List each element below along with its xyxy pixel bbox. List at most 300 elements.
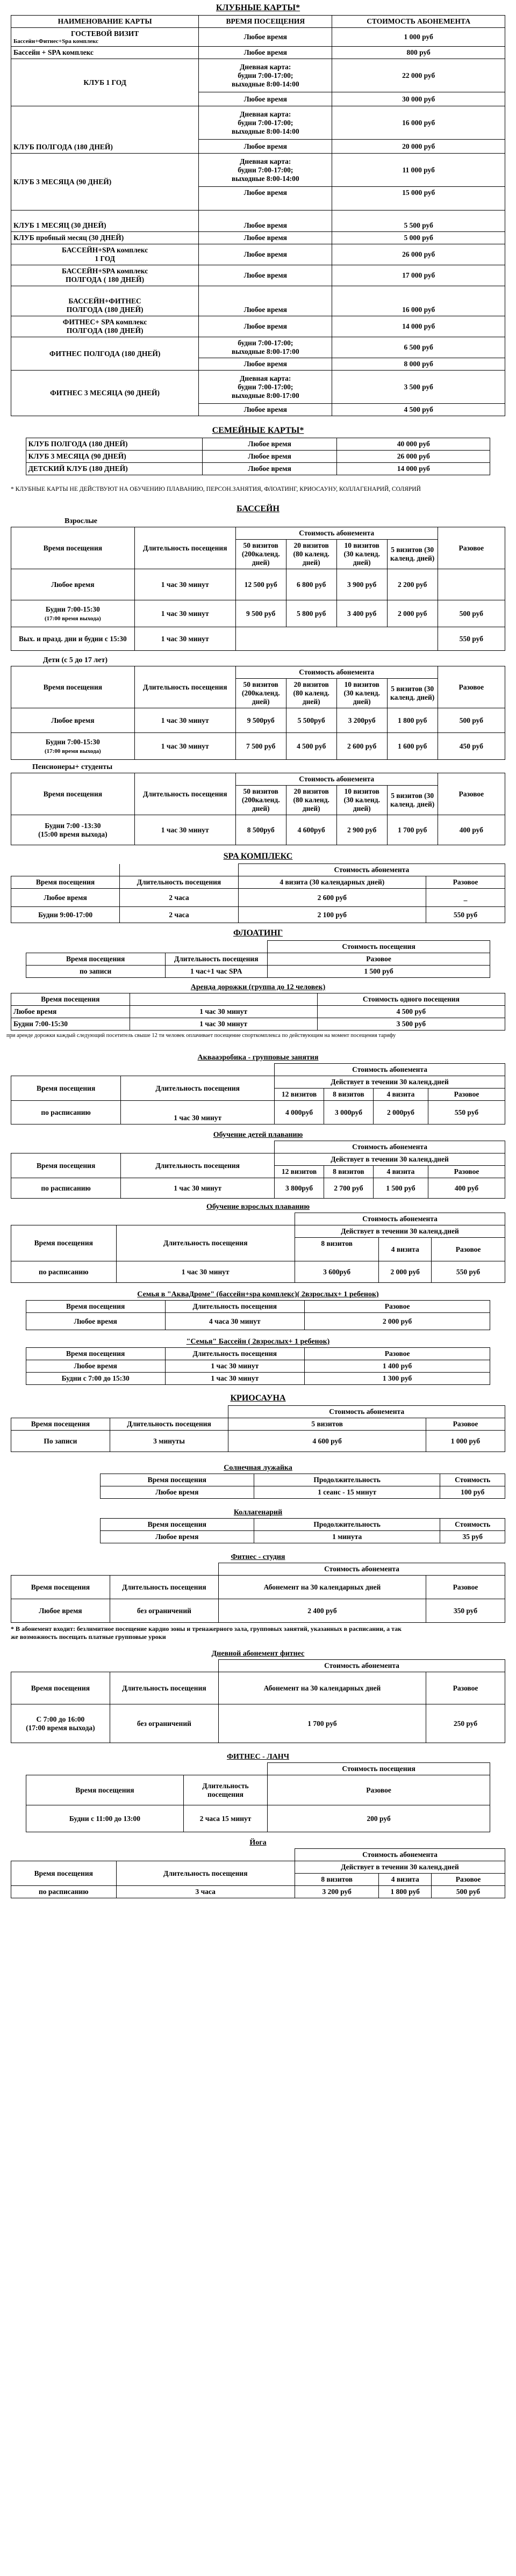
price: 22 000 руб xyxy=(332,59,505,92)
table-header-row xyxy=(26,1301,490,1313)
card-name xyxy=(11,286,199,316)
kids-swim-title: Обучение детей плаванию xyxy=(213,1131,303,1139)
price: 20 000 руб xyxy=(332,140,505,154)
price-20: 5 800 руб xyxy=(286,600,336,627)
cryosauna-title: КРИОСАУНА xyxy=(230,1394,286,1403)
table-header-row xyxy=(11,1418,505,1431)
price-20: 4 600руб xyxy=(286,815,336,845)
price-single: 350 руб xyxy=(426,1599,505,1623)
price: 40 000 руб xyxy=(337,438,490,451)
table-row xyxy=(11,232,505,244)
visit-time: Любое время xyxy=(202,438,337,451)
visit-time: Дневная карта: будни 7:00-17:00; выходные 8:00-17:00 xyxy=(199,371,332,404)
visit-time: Любое время xyxy=(11,1006,130,1018)
header-single: Разовое xyxy=(428,1089,505,1101)
price: 4 500 руб xyxy=(332,404,505,416)
header-5-visits: 5 визитов (30 календ. дней) xyxy=(387,679,438,708)
visit-time xyxy=(11,733,135,760)
duration: 1 час 30 минут xyxy=(130,1018,317,1031)
table-row xyxy=(26,1373,490,1385)
price-single: 1 500 руб xyxy=(267,966,490,978)
visit-time: Любое время xyxy=(11,708,135,733)
visit-time: Любое время xyxy=(199,140,332,154)
header-single: Разовое xyxy=(426,1418,505,1431)
table-header-row xyxy=(11,1225,505,1238)
price: 26 000 руб xyxy=(337,451,490,463)
header-visit-time: Время посещения xyxy=(11,666,135,708)
price-8: 2 700 руб xyxy=(324,1178,374,1199)
price-single: 250 руб xyxy=(426,1704,505,1743)
visit-time: Любое время xyxy=(199,187,332,211)
price-single: 400 руб xyxy=(438,815,505,845)
duration: 1 час 30 минут xyxy=(134,815,235,845)
card-name xyxy=(11,265,199,286)
empty-cell xyxy=(26,941,165,953)
adult-swim-title: Обучение взрослых плаванию xyxy=(206,1203,310,1211)
table-row xyxy=(26,1805,490,1832)
visit-time: Любое время xyxy=(26,1360,165,1373)
table-row xyxy=(11,265,505,286)
card-name xyxy=(11,244,199,265)
table-row xyxy=(11,627,505,651)
header-5-visits: 5 визитов (30 календ. дней) xyxy=(387,540,438,569)
price: 4 500 руб xyxy=(317,1006,505,1018)
visit-time: Любое время xyxy=(199,211,332,232)
spa-table xyxy=(11,863,505,923)
solarium-table xyxy=(100,1474,505,1499)
price-5: 1 700 руб xyxy=(387,815,438,845)
price: 800 руб xyxy=(332,47,505,59)
header-single: Разовое xyxy=(426,1576,505,1599)
price-4: 2 600 руб xyxy=(238,889,426,907)
solarium-title: Солнечная лужайка xyxy=(224,1464,292,1472)
table-row xyxy=(11,815,505,845)
visit-time xyxy=(11,1704,110,1743)
header-subscription-cost: Стоимость абонемента xyxy=(235,527,438,540)
price-single: 1 000 руб xyxy=(426,1431,505,1452)
price-single: 2 000 руб xyxy=(304,1313,490,1330)
price-single: 550 руб xyxy=(426,907,505,923)
empty-cell xyxy=(26,1763,184,1775)
table-row xyxy=(11,1178,505,1199)
table-header-row xyxy=(11,1406,505,1418)
table-header-row xyxy=(11,1563,505,1576)
empty-cell xyxy=(121,1141,275,1153)
family-pool-title: "Семья" Бассейн ( 2взрослых+ 1 ребенок) xyxy=(186,1338,330,1346)
header-visit-time: Время посещения xyxy=(11,1153,121,1178)
header-visit-time: Время посещения xyxy=(11,1076,121,1101)
header-duration: Длительность посещения xyxy=(120,876,239,889)
visit-time-main: Будни 7:00-15:30 xyxy=(45,737,100,746)
visit-time: Любое время xyxy=(199,92,332,106)
card-name-line1: БАССЕЙН+SPA комплекс xyxy=(61,246,148,254)
price-12: 4 000руб xyxy=(275,1101,324,1124)
price-single: 550 руб xyxy=(428,1101,505,1124)
price: 11 000 руб xyxy=(332,154,505,187)
pool-kids-table xyxy=(11,666,505,760)
header-duration: Длительность посещения xyxy=(121,1076,275,1101)
pool-seniors-table xyxy=(11,773,505,845)
table-header-row xyxy=(11,993,505,1006)
duration: 1 час 30 минут xyxy=(134,600,235,627)
empty-cell xyxy=(110,1660,218,1672)
price-10: 3 400 руб xyxy=(336,600,387,627)
visit-time: Любое время xyxy=(199,404,332,416)
table-row xyxy=(11,286,505,316)
empty-cell xyxy=(11,1849,117,1861)
table-row xyxy=(11,569,505,600)
collagenarium-title: Коллагенарий xyxy=(233,1508,283,1516)
empty-cell xyxy=(121,1064,275,1076)
duration: 1 час 30 минут xyxy=(165,1373,304,1385)
table-row xyxy=(11,1704,505,1743)
visit-time-main: Будни 7:00 -13:30 xyxy=(45,821,101,830)
table-row xyxy=(11,47,505,59)
empty-cell xyxy=(184,1763,267,1775)
visit-time xyxy=(11,600,135,627)
price-5: 4 600 руб xyxy=(228,1431,426,1452)
header-visit-time: Время посещения xyxy=(26,1775,184,1805)
price: 6 500 руб xyxy=(332,337,505,358)
fitness-studio-table xyxy=(11,1563,505,1623)
header-12-visits: 12 визитов xyxy=(275,1089,324,1101)
header-validity: Действует в течении 30 календ.дней xyxy=(295,1225,505,1238)
header-8-visits: 8 визитов xyxy=(295,1874,378,1886)
table-header-row xyxy=(11,864,505,876)
lane-rental-note: при аренде дорожки каждый следующий посетитель свыше 12 ти человек оплачивает посещение спорткомплекса по действующим на момент посещения тарифу xyxy=(6,1033,396,1039)
price: 35 руб xyxy=(440,1531,505,1543)
table-header-row xyxy=(100,1474,505,1486)
duration: 2 часа xyxy=(120,889,239,907)
header-visit-time: Время посещения xyxy=(11,1418,110,1431)
price-single: 550 руб xyxy=(438,627,505,651)
header-subscription-cost: Стоимость абонемента xyxy=(228,1406,505,1418)
table-header-row xyxy=(26,953,490,966)
header-validity: Действует в течении 30 календ.дней xyxy=(275,1153,505,1166)
lane-rental-table xyxy=(11,993,505,1031)
table-row xyxy=(11,316,505,337)
header-30-days: Абонемент на 30 календарных дней xyxy=(218,1672,426,1704)
table-row xyxy=(11,708,505,733)
visit-time-sub: (17:00 время выхода) xyxy=(45,615,101,622)
club-cards-title: КЛУБНЫЕ КАРТЫ* xyxy=(216,3,300,12)
empty-cell xyxy=(120,864,239,876)
price-8: 3 000руб xyxy=(324,1101,374,1124)
yoga-title: Йога xyxy=(249,1839,267,1847)
table-row xyxy=(11,1018,505,1031)
table-header-row xyxy=(11,1064,505,1076)
header-single: Разовое xyxy=(428,1166,505,1178)
duration: 1 час 30 минут xyxy=(121,1178,275,1199)
price: 3 500 руб xyxy=(332,371,505,404)
header-10-visits: 10 визитов (30 календ. дней) xyxy=(336,540,387,569)
header-10-visits: 10 визитов (30 календ. дней) xyxy=(336,786,387,815)
duration: 1 час 30 минут xyxy=(134,708,235,733)
table-row xyxy=(26,1360,490,1373)
header-single-visit-cost: Стоимость одного посещения xyxy=(317,993,505,1006)
header-50-visits: 50 визитов (200календ. дней) xyxy=(235,540,286,569)
table-header-row xyxy=(11,16,505,28)
price-10: 3 900 руб xyxy=(336,569,387,600)
price-20: 5 500руб xyxy=(286,708,336,733)
price: 8 000 руб xyxy=(332,358,505,371)
price: 14 000 руб xyxy=(332,316,505,337)
header-8-visits: 8 визитов xyxy=(324,1166,374,1178)
header-single: Разовое xyxy=(432,1874,505,1886)
table-header-row xyxy=(11,1141,505,1153)
header-visit-time: Время посещения xyxy=(100,1519,254,1531)
price-20: 4 500 руб xyxy=(286,733,336,760)
table-header-row xyxy=(26,1348,490,1360)
table-header-row xyxy=(100,1519,505,1531)
price: 30 000 руб xyxy=(332,92,505,106)
card-name-line2: Бассейн+Фитнес+Spa комплекс xyxy=(13,38,98,45)
header-visit-time: Время посещения xyxy=(26,953,165,966)
price: 17 000 руб xyxy=(332,265,505,286)
table-header-row xyxy=(11,876,505,889)
header-50-visits: 50 визитов (200календ. дней) xyxy=(235,786,286,815)
header-single: Разовое xyxy=(438,666,505,708)
header-20-visits: 20 визитов (80 календ. дней) xyxy=(286,679,336,708)
table-row xyxy=(11,907,505,923)
header-visit-time: Время посещения xyxy=(11,527,135,569)
visit-time: Любое время xyxy=(11,569,135,600)
visit-time: Любое время xyxy=(199,47,332,59)
header-8-visits: 8 визитов xyxy=(295,1238,378,1261)
pool-kids-label: Дети (с 5 до 17 лет) xyxy=(43,656,108,664)
header-10-visits: 10 визитов (30 календ. дней) xyxy=(336,679,387,708)
header-duration: Длительность посещения xyxy=(134,527,235,569)
header-visit-cost: Стоимость посещения xyxy=(267,1763,490,1775)
visit-time: Будни 7:00-15:30 xyxy=(11,1018,130,1031)
header-duration: Длительность посещения xyxy=(165,1301,304,1313)
header-4-visits: 4 визита xyxy=(373,1089,428,1101)
aqua-aerobics-title: Аквааэробика - групповые занятия xyxy=(197,1054,319,1062)
empty-cell xyxy=(11,1563,110,1576)
spa-title: SPA КОМПЛЕКС xyxy=(223,852,293,861)
visit-time: Вых. и празд. дни и будни с 15:30 xyxy=(11,627,135,651)
empty-cell xyxy=(110,1563,218,1576)
table-row xyxy=(11,59,505,92)
header-duration: Длительность посещения xyxy=(121,1153,275,1178)
club-cards-table xyxy=(11,15,505,416)
table-row xyxy=(26,451,490,463)
price-5: 2 000 руб xyxy=(387,600,438,627)
header-single: Разовое xyxy=(267,1775,490,1805)
duration: 3 часа xyxy=(116,1886,295,1898)
price-4: 1 500 руб xyxy=(373,1178,428,1199)
header-duration: Длительность посещения xyxy=(165,953,267,966)
card-name: ФИТНЕС ПОЛГОДА (180 ДНЕЙ) xyxy=(11,337,199,371)
price-50: 8 500руб xyxy=(235,815,286,845)
price-single: _ xyxy=(426,889,505,907)
duration: 4 часа 30 минут xyxy=(165,1313,304,1330)
price-single: 200 руб xyxy=(267,1805,490,1832)
table-row xyxy=(11,106,505,140)
table-header-row xyxy=(11,1153,505,1166)
header-duration: Продолжительность xyxy=(254,1519,440,1531)
visit-time: по расписанию xyxy=(11,1886,117,1898)
header-12-visits: 12 визитов xyxy=(275,1166,324,1178)
header-visit-time: Время посещения xyxy=(26,1301,165,1313)
header-subscription-cost: Стоимость абонемента xyxy=(275,1141,505,1153)
header-50-visits: 50 визитов (200календ. дней) xyxy=(235,679,286,708)
card-name: КЛУБ 3 МЕСЯЦА (90 ДНЕЙ) xyxy=(11,154,199,211)
visit-time-sub: (17:00 время выхода) xyxy=(45,748,101,754)
price-single: 1 300 руб xyxy=(304,1373,490,1385)
header-5-visits: 5 визитов (30 календ. дней) xyxy=(387,786,438,815)
table-header-row xyxy=(11,1213,505,1225)
pool-title: БАССЕЙН xyxy=(236,504,280,513)
visit-time: Будни с 11:00 до 13:00 xyxy=(26,1805,184,1832)
card-name-line2: 1 ГОД xyxy=(95,255,115,263)
card-name: КЛУБ 3 МЕСЯЦА (90 ДНЕЙ) xyxy=(26,451,202,463)
price-4: 1 800 руб xyxy=(379,1886,432,1898)
price-single: 550 руб xyxy=(432,1261,505,1283)
header-visit-time: Время посещения xyxy=(11,1576,110,1599)
visit-time: Любое время xyxy=(26,1313,165,1330)
header-card-name: НАИМЕНОВАНИЕ КАРТЫ xyxy=(11,16,199,28)
card-name xyxy=(11,28,199,47)
header-validity: Действует в течении 30 календ.дней xyxy=(295,1861,505,1874)
table-row xyxy=(11,28,505,47)
header-duration: Продолжительность xyxy=(254,1474,440,1486)
table-row xyxy=(100,1531,505,1543)
kids-swim-table xyxy=(11,1141,505,1199)
table-row xyxy=(26,438,490,451)
header-20-visits: 20 визитов (80 календ. дней) xyxy=(286,540,336,569)
table-header-row xyxy=(11,1076,505,1089)
header-subscription-cost: Стоимость абонемента xyxy=(275,1064,505,1076)
card-name-line2: ПОЛГОДА (180 ДНЕЙ) xyxy=(66,306,144,314)
header-duration: Длительность посещения xyxy=(165,1348,304,1360)
visit-time: Любое время xyxy=(199,316,332,337)
table-row xyxy=(100,1486,505,1499)
family-cards-title: СЕМЕЙНЫЕ КАРТЫ* xyxy=(212,426,304,435)
header-8-visits: 8 визитов xyxy=(324,1089,374,1101)
card-name: КЛУБ 1 ГОД xyxy=(11,59,199,106)
price: 16 000 руб xyxy=(332,106,505,140)
table-row xyxy=(11,1886,505,1898)
price-50: 12 500 руб xyxy=(235,569,286,600)
header-single: Разовое xyxy=(304,1348,490,1360)
card-name-line1: БАССЕЙН+SPA комплекс xyxy=(61,267,148,275)
visit-time: Любое время xyxy=(199,358,332,371)
duration: 2 часа xyxy=(120,907,239,923)
duration: 1 час 30 минут xyxy=(116,1261,295,1283)
visit-time: Дневная карта: будни 7:00-17:00; выходные 8:00-14:00 xyxy=(199,106,332,140)
family-pool-table xyxy=(26,1347,491,1385)
header-subscription-cost: Стоимость абонемента xyxy=(218,1563,505,1576)
table-row xyxy=(11,211,505,232)
visit-time: Будни 9:00-17:00 xyxy=(11,907,120,923)
visit-time: Дневная карта: будни 7:00-17:00; выходные 8:00-14:00 xyxy=(199,59,332,92)
fitness-lunch-title: ФИТНЕС - ЛАНЧ xyxy=(227,1753,289,1761)
header-duration: Длительность посещения xyxy=(184,1775,267,1805)
price-single: 500 руб xyxy=(438,600,505,627)
table-row xyxy=(11,244,505,265)
header-visit-time: Время посещения xyxy=(11,1861,117,1886)
price: 3 500 руб xyxy=(317,1018,505,1031)
price: 26 000 руб xyxy=(332,244,505,265)
price-50: 9 500руб xyxy=(235,708,286,733)
table-row xyxy=(11,600,505,627)
empty-cell xyxy=(165,941,267,953)
empty-cell xyxy=(11,1213,117,1225)
table-header-row xyxy=(26,1763,490,1775)
header-visit-time: Время посещения xyxy=(11,1225,117,1261)
header-validity: Действует в течении 30 календ.дней xyxy=(275,1076,505,1089)
header-duration: Длительность посещения xyxy=(110,1576,218,1599)
yoga-table xyxy=(11,1848,505,1898)
header-visit-cost: Стоимость посещения xyxy=(267,941,490,953)
table-row xyxy=(11,154,505,187)
header-duration: Длительность посещения xyxy=(134,773,235,815)
visit-time-main: Будни 7:00-15:30 xyxy=(45,605,100,613)
floating-table xyxy=(26,940,491,978)
price-5: 2 200 руб xyxy=(387,569,438,600)
aqua-aerobics-table xyxy=(11,1063,505,1124)
price-4: 2 000 руб xyxy=(379,1261,432,1283)
visit-time: Дневная карта: будни 7:00-17:00; выходные 8:00-14:00 xyxy=(199,154,332,187)
header-single: Разовое xyxy=(426,1672,505,1704)
header-single: Разовое xyxy=(267,953,490,966)
header-4-visits: 4 визита (30 календарных дней) xyxy=(238,876,426,889)
header-visit-time: Время посещения xyxy=(11,876,120,889)
table-header-row xyxy=(26,1775,490,1805)
visit-time: Любое время xyxy=(202,451,337,463)
price-single: 500 руб xyxy=(432,1886,505,1898)
price-30-days: 2 400 руб xyxy=(218,1599,426,1623)
card-name: КЛУБ 1 МЕСЯЦ (30 ДНЕЙ) xyxy=(11,211,199,232)
empty-cell xyxy=(11,1406,110,1418)
table-row xyxy=(11,371,505,404)
price-8: 3 200 руб xyxy=(295,1886,378,1898)
table-row xyxy=(11,1006,505,1018)
price-single: 400 руб xyxy=(428,1178,505,1199)
visit-time: Любое время xyxy=(199,286,332,316)
visit-time-sub: (15:00 время выхода) xyxy=(38,830,108,838)
price-5: 1 600 руб xyxy=(387,733,438,760)
duration: без ограничений xyxy=(110,1704,218,1743)
table-header-row xyxy=(26,941,490,953)
header-subscription-cost: Стоимость абонемента xyxy=(235,666,438,679)
fitness-lunch-table xyxy=(26,1762,491,1832)
empty-cell xyxy=(235,627,438,651)
header-visit-time: Время посещения xyxy=(26,1348,165,1360)
price: 16 000 руб xyxy=(332,286,505,316)
visit-time: по расписанию xyxy=(11,1261,117,1283)
header-visit-time: Время посещения xyxy=(100,1474,254,1486)
family-cards-table xyxy=(26,438,491,475)
card-name-line2: ПОЛГОДА (180 ДНЕЙ) xyxy=(66,326,144,335)
table-header-row xyxy=(11,666,505,679)
price-50: 7 500 руб xyxy=(235,733,286,760)
visit-time: по записи xyxy=(26,966,165,978)
duration: 1 час+1 час SPA xyxy=(165,966,267,978)
header-duration: Длительность посещения xyxy=(110,1418,228,1431)
empty-cell xyxy=(130,993,317,1006)
header-single: Разовое xyxy=(304,1301,490,1313)
price-single: 1 400 руб xyxy=(304,1360,490,1373)
header-visit-time: Время посещения xyxy=(11,773,135,815)
visit-time: Любое время xyxy=(11,889,120,907)
day-fitness-table xyxy=(11,1659,505,1743)
empty-cell xyxy=(110,1406,228,1418)
table-row xyxy=(26,1313,490,1330)
visit-time: по расписанию xyxy=(11,1101,121,1124)
price: 14 000 руб xyxy=(337,463,490,475)
